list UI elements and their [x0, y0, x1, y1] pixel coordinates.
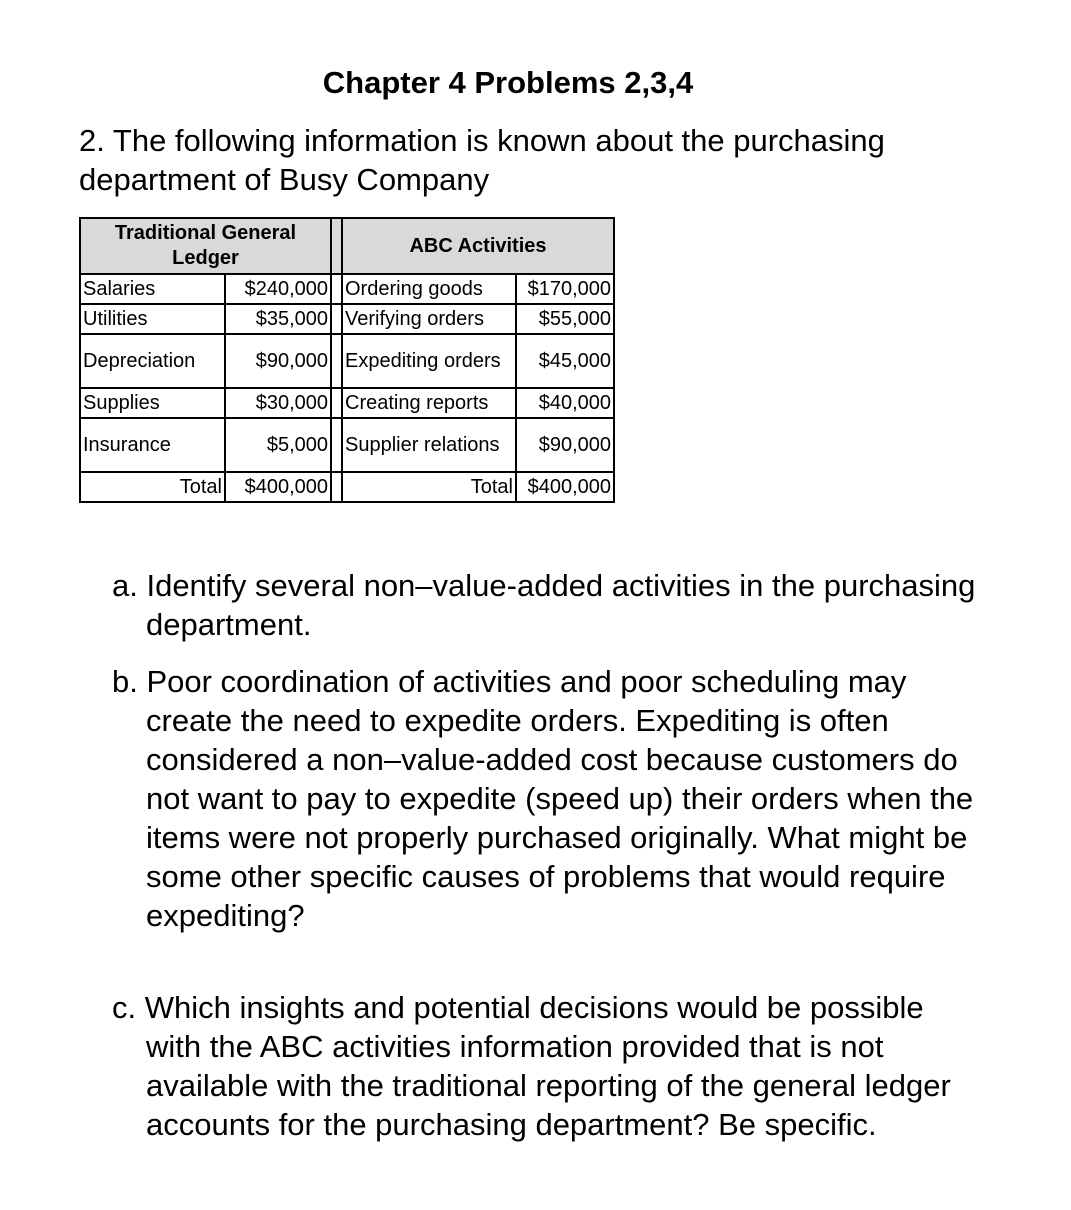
question-a: a. Identify several non–value-added activities in the purchasing department.	[112, 568, 976, 642]
table-row	[80, 334, 614, 388]
general-ledger-header: Traditional General Ledger	[80, 218, 331, 274]
cost-comparison-table	[79, 217, 615, 503]
activity-name: Supplier relations	[342, 418, 516, 472]
table-row	[80, 304, 614, 334]
question-c: c. Which insights and potential decisions would be possible with the ABC activities information provided that is not available with the traditional reporting of the general ledger accounts for the purchasing department? Be specific.	[112, 990, 951, 1142]
problem-intro: 2. The following information is known about the purchasing department of Busy Company	[79, 123, 885, 197]
account-amount: $240,000	[225, 274, 331, 304]
activity-cost: $170,000	[516, 274, 614, 304]
column-separator	[331, 304, 342, 334]
account-amount: $30,000	[225, 388, 331, 418]
activity-name: Verifying orders	[342, 304, 516, 334]
account-name: Supplies	[80, 388, 225, 418]
account-amount: $5,000	[225, 418, 331, 472]
column-separator	[331, 334, 342, 388]
table-row	[80, 418, 614, 472]
account-amount: $90,000	[225, 334, 331, 388]
activity-cost: $45,000	[516, 334, 614, 388]
abc-activities-header: ABC Activities	[342, 218, 614, 274]
activity-name: Expediting orders	[342, 334, 516, 388]
column-separator	[331, 472, 342, 502]
right-total-label: Total	[342, 472, 516, 502]
activity-name: Creating reports	[342, 388, 516, 418]
left-total-label: Total	[80, 472, 225, 502]
table-header-row	[80, 218, 614, 274]
question-b: b. Poor coordination of activities and poor scheduling may create the need to expedite orders. Expediting is often considered a non–value-added cost because customers do not want to pay to expedite (speed up) their orders when the items were not properly purchased originally. What might be some other specific causes of problems that would require expediting?	[112, 664, 974, 933]
right-total-value: $400,000	[516, 472, 614, 502]
column-separator	[331, 418, 342, 472]
activity-cost: $40,000	[516, 388, 614, 418]
account-name: Insurance	[80, 418, 225, 472]
activity-name: Ordering goods	[342, 274, 516, 304]
table-row	[80, 274, 614, 304]
column-separator	[331, 218, 342, 274]
activity-cost: $90,000	[516, 418, 614, 472]
account-name: Utilities	[80, 304, 225, 334]
account-amount: $35,000	[225, 304, 331, 334]
column-separator	[331, 388, 342, 418]
column-separator	[331, 274, 342, 304]
table-total-row	[80, 472, 614, 502]
activity-cost: $55,000	[516, 304, 614, 334]
account-name: Salaries	[80, 274, 225, 304]
table-row	[80, 388, 614, 418]
account-name: Depreciation	[80, 334, 225, 388]
left-total-value: $400,000	[225, 472, 331, 502]
page-title: Chapter 4 Problems 2,3,4	[322, 65, 694, 100]
